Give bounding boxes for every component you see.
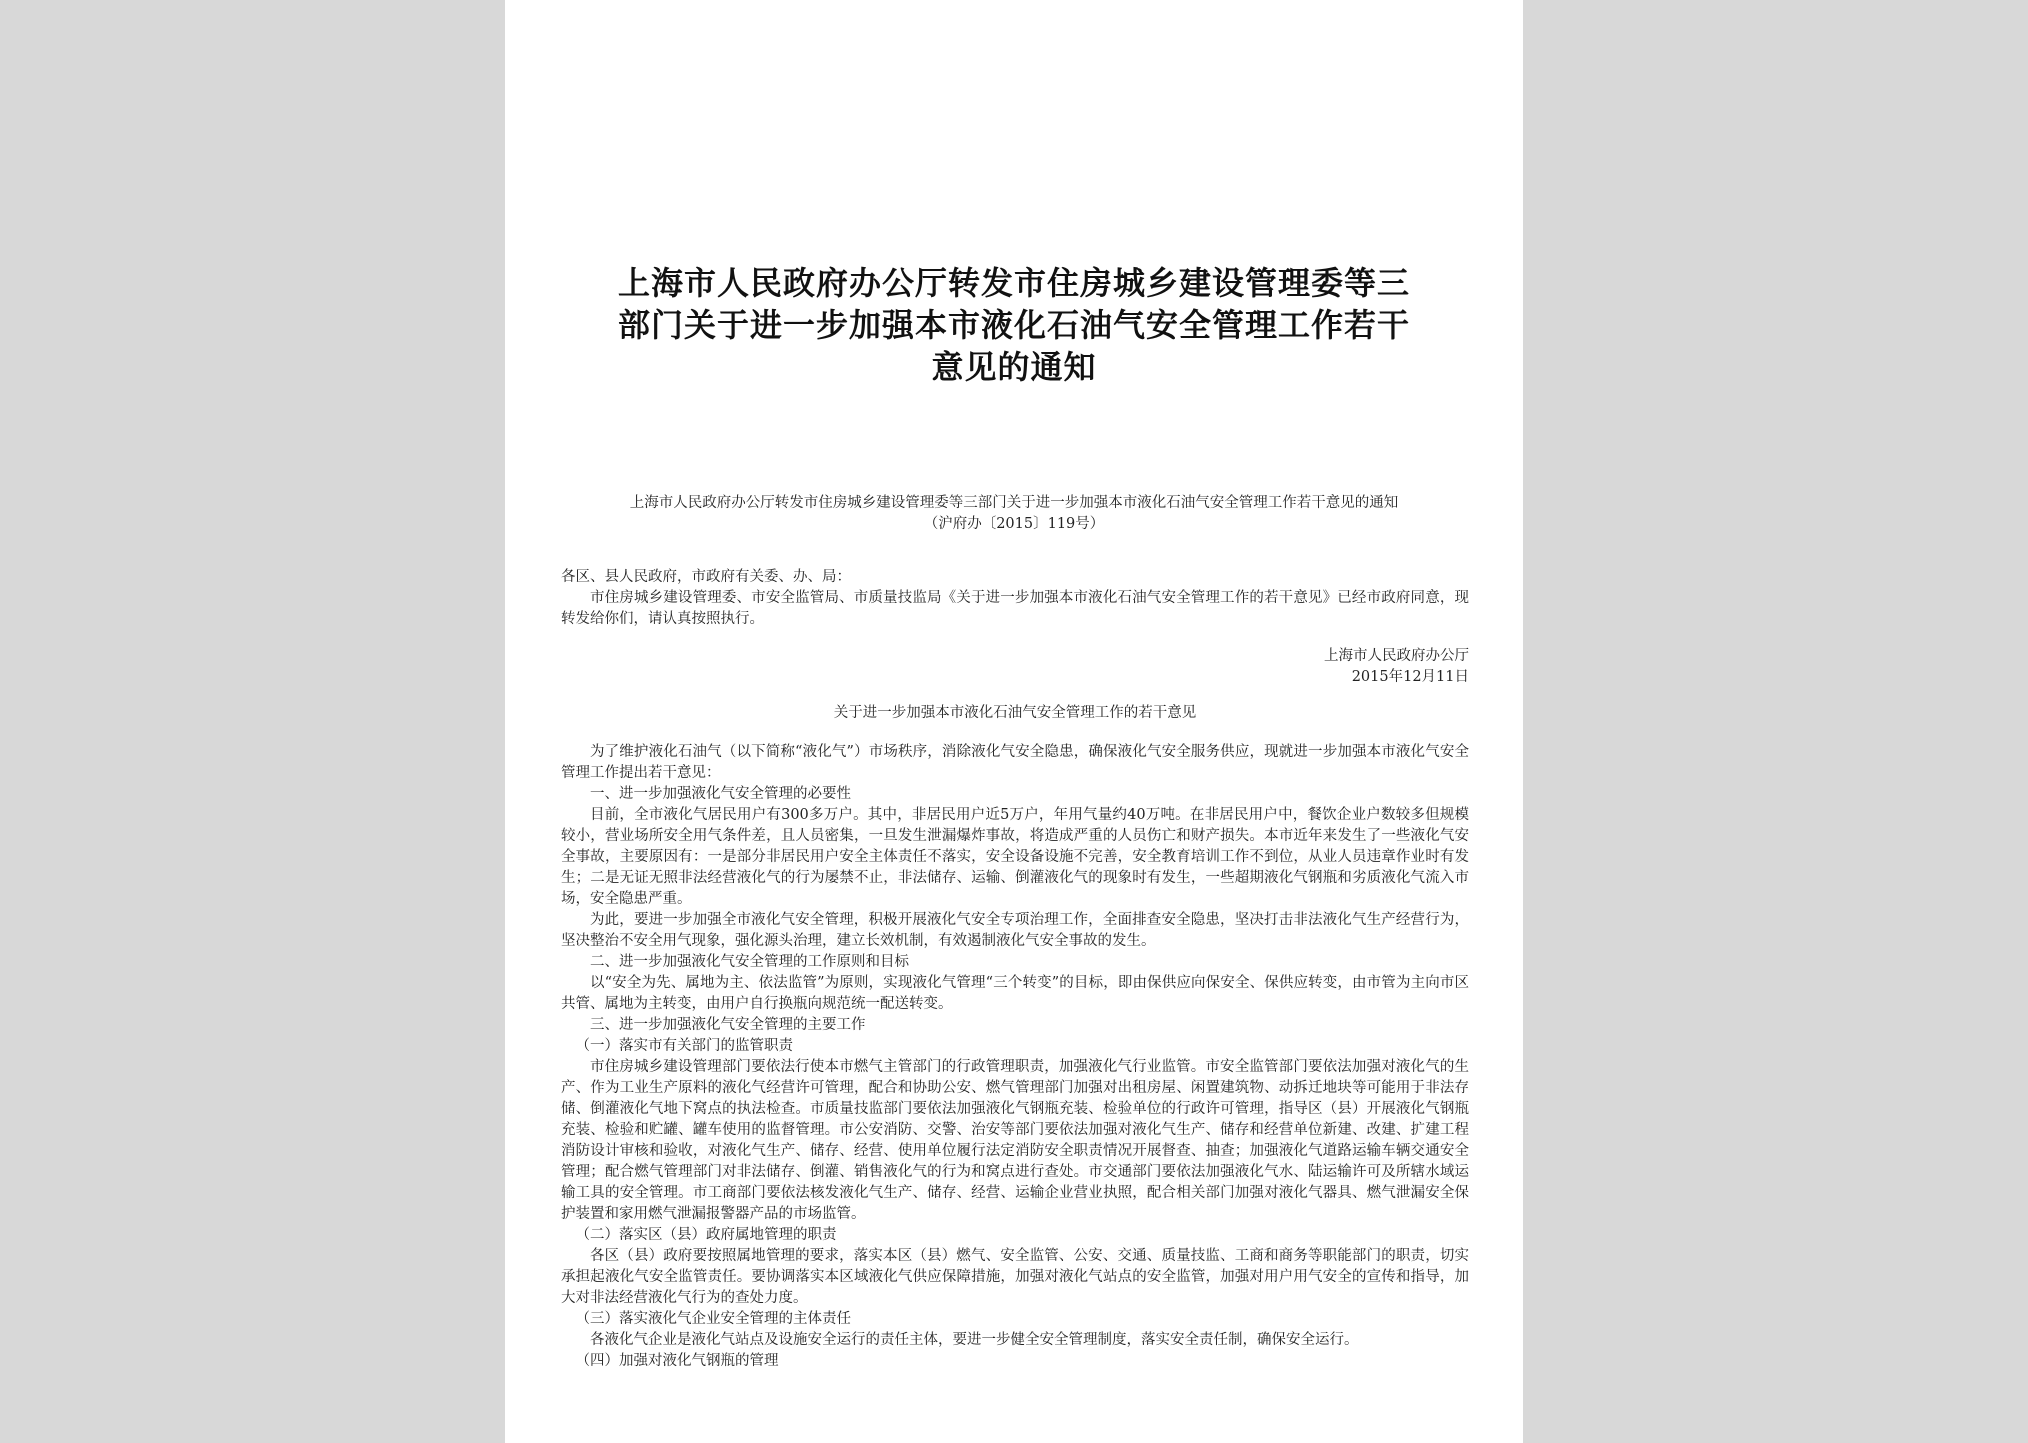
title-line-1: 上海市人民政府办公厅转发市住房城乡建设管理委等三 [617, 264, 1410, 302]
paragraph: 为此，要进一步加强全市液化气安全管理，积极开展液化气安全专项治理工作，全面排查安全隐患，坚决打击非法液化气生产经营行为，坚决整治不安全用气现象，强化源头治理，建立长效机制，有效遏制液化气安全事故的发生。 [561, 912, 1469, 949]
title-line-2: 部门关于进一步加强本市液化石油气安全管理工作若干 [617, 306, 1410, 344]
signature-block [1065, 646, 1469, 688]
paragraph: 三、进一步加强液化气安全管理的主要工作 [590, 1017, 866, 1033]
paragraph: 各区（县）政府要按照属地管理的要求，落实本区（县）燃气、安全监管、公安、交通、质量技监、工商和商务等职能部门的职责，切实承担起液化气安全监管责任。要协调落实本区域液化气供应保障措施，加强对液化气站点的安全监管，加强对用户用气安全的宣传和指导，加大对非法经营液化气行为的查处力度。 [561, 1248, 1469, 1306]
intro-paragraph: 市住房城乡建设管理委、市安全监管局、市质量技监局《关于进一步加强本市液化石油气安全管理工作的若干意见》已经市政府同意，现转发给你们，请认真按照执行。 [561, 590, 1469, 627]
paragraph: 各液化气企业是液化气站点及设施安全运行的责任主体，要进一步健全安全管理制度，落实安全责任制，确保安全运行。 [590, 1332, 1359, 1348]
subtitle-block [545, 493, 1483, 535]
paragraph: 以“安全为先、属地为主、依法监管”为原则，实现液化气管理“三个转变”的目标，即由保供应向保安全、保供应转变，由市管为主向市区共管、属地为主转变，由用户自行换瓶向规范统一配送转变。 [561, 975, 1469, 1012]
subtitle: 上海市人民政府办公厅转发市住房城乡建设管理委等三部门关于进一步加强本市液化石油气安全管理工作若干意见的通知 [629, 495, 1399, 511]
document-title [555, 262, 1473, 388]
doc-number: （沪府办〔2015〕119号） [923, 516, 1105, 532]
paragraph: （四）加强对液化气钢瓶的管理 [575, 1353, 779, 1369]
addressee: 各区、县人民政府，市政府有关委、办、局： [561, 569, 851, 585]
opinion-body [561, 742, 1469, 1372]
paragraph: 市住房城乡建设管理部门要依法行使本市燃气主管部门的行政管理职责，加强液化气行业监管。市安全监管部门要依法加强对液化气的生产、作为工业生产原料的液化气经营许可管理，配合和协助公安、燃气管理部门加强对出租房屋、闲置建筑物、动拆迁地块等可能用于非法存储、倒灌液化气地下窝点的执法检查。市质量技监部门要依法加强液化气钢瓶充装、检验单位的行政许可管理，指导区（县）开展液化气钢瓶充装、检验和贮罐、罐车使用的监督管理。市公安消防、交警、治安等部门要依法加强对液化气生产、储存和经营单位新建、改建、扩建工程消防设计审核和验收，对液化气生产、储存、经营、使用单位履行法定消防安全职责情况开展督查、抽查；加强液化气道路运输车辆交通安全管理；配合燃气管理部门对非法储存、倒灌、销售液化气的行为和窝点进行查处。市交通部门要依法加强液化气水、陆运输许可及所辖水域运输工具的安全管理。市工商部门要依法核发液化气生产、储存、经营、运输企业营业执照，配合相关部门加强对液化气器具、燃气泄漏安全保护装置和家用燃气泄漏报警器产品的市场监管。 [561, 1059, 1469, 1222]
issue-date: 2015年12月11日 [1351, 669, 1469, 685]
opinion-title: 关于进一步加强本市液化石油气安全管理工作的若干意见 [833, 705, 1197, 721]
document-page [505, 0, 1523, 1443]
issuer: 上海市人民政府办公厅 [1324, 648, 1469, 664]
paragraph: 一、进一步加强液化气安全管理的必要性 [590, 786, 851, 802]
paragraph: （一）落实市有关部门的监管职责 [575, 1038, 793, 1054]
title-line-3: 意见的通知 [931, 348, 1097, 386]
paragraph: 二、进一步加强液化气安全管理的工作原则和目标 [590, 954, 909, 970]
paragraph: 目前，全市液化气居民用户有300多万户。其中，非居民用户近5万户，年用气量约40万吨。在非居民用户中，餐饮企业户数较多但规模较小，营业场所安全用气条件差，且人员密集，一旦发生泄漏爆炸事故，将造成严重的人员伤亡和财产损失。本市近年来发生了一些液化气安全事故，主要原因有：一是部分非居民用户安全主体责任不落实，安全设备设施不完善，安全教育培训工作不到位，从业人员违章作业时有发生；二是无证无照非法经营液化气的行为屡禁不止，非法储存、运输、倒灌液化气的现象时有发生，一些超期液化气钢瓶和劣质液化气流入市场，安全隐患严重。 [561, 807, 1469, 907]
paragraph: （三）落实液化气企业安全管理的主体责任 [575, 1311, 851, 1327]
notice-body [561, 567, 1469, 630]
paragraph: 为了维护液化石油气（以下简称“液化气”）市场秩序，消除液化气安全隐患，确保液化气安全服务供应，现就进一步加强本市液化气安全管理工作提出若干意见： [561, 744, 1469, 781]
paragraph: （二）落实区（县）政府属地管理的职责 [575, 1227, 837, 1243]
